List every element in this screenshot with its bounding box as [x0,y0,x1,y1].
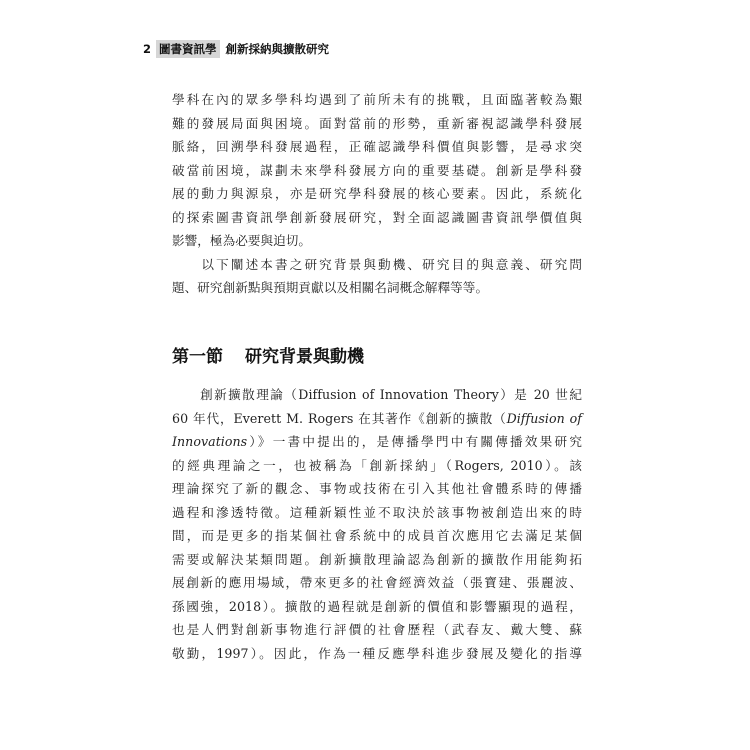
text-line [172,407,582,431]
text-line [172,430,582,454]
section-number: 第一節 [172,347,223,367]
text-line: 創新擴散理論（Diffusion of Innovation Theory）是 20 世紀 [172,387,582,402]
text-line: 敬勤，1997）。因此，作為一種反應學科進步發展及變化的指導 [172,645,582,661]
text-line: 間，而是更多的指某個社會系統中的成員首次應用它去滿足某個 [172,528,582,543]
section-paragraph [172,383,582,665]
text-line: 學科在內的眾多學科均遇到了前所未有的挑戰，且面臨著較為艱 [172,92,582,107]
intro-paragraph-2 [172,253,582,300]
text-line: 需要或解決某類問題。創新擴散理論認為創新的擴散作用能夠拓 [172,551,582,567]
text-line: 的探索圖書資訊學創新發展研究，對全面認識圖書資訊學價值與 [172,209,582,225]
text-line: 脈絡，回溯學科發展過程，正確認識學科價值與影響，是尋求突 [172,139,582,154]
text-line: 以下闡述本書之研究背景與動機、研究目的與意義、研究問 [172,256,582,272]
section-title: 研究背景與動機 [245,347,364,367]
intro-paragraph-1 [172,88,582,253]
section-body-text [172,383,582,665]
running-header [143,40,329,58]
intro-text [172,88,582,300]
text-run-italic: Diffusion of [506,410,582,426]
text-line: 破當前困境，謀劃未來學科發展方向的重要基礎。創新是學科發 [172,162,582,178]
section-heading [172,342,364,367]
text-line: 也是人們對創新事物進行評價的社會歷程（武春友、戴大雙、蘇 [172,622,582,637]
text-line: 過程和滲透特徵。這種新穎性並不取決於該事物被創造出來的時 [172,504,582,520]
text-line: 理論探究了新的觀念、事物或技術在引入其他社會體系時的傳播 [172,481,582,496]
page-number: 2 [143,42,152,56]
text-line: 的經典理論之一，也被稱為「創新採納」（Rogers, 2010）。該 [172,457,582,473]
text-line: 展創新的應用場域，帶來更多的社會經濟效益（張寶建、張麗波、 [172,575,582,590]
text-line: 影響，極為必要與迫切。 [172,233,312,248]
text-line: 題、研究創新點與預期貢獻以及相關名詞概念解釋等等。 [172,280,489,295]
series-label: 圖書資訊學 [156,40,220,58]
text-run: ）》一書中提出的，是傳播學門中有關傳播效果研究 [247,434,582,449]
text-line: 難的發展局面與困境。面對當前的形勢，重新審視認識學科發展 [172,115,582,131]
text-run-italic: Innovations [172,434,248,449]
text-run: 60 年代，Everett M. Rogers 在其著作《創新的擴散（ [172,410,507,426]
text-line: 孫國強，2018）。擴散的過程就是創新的價值和影響顯現的過程， [172,598,582,614]
text-line: 展的動力與源泉，亦是研究學科發展的核心要素。因此，系統化 [172,186,582,201]
book-title: 創新採納與擴散研究 [225,42,330,56]
